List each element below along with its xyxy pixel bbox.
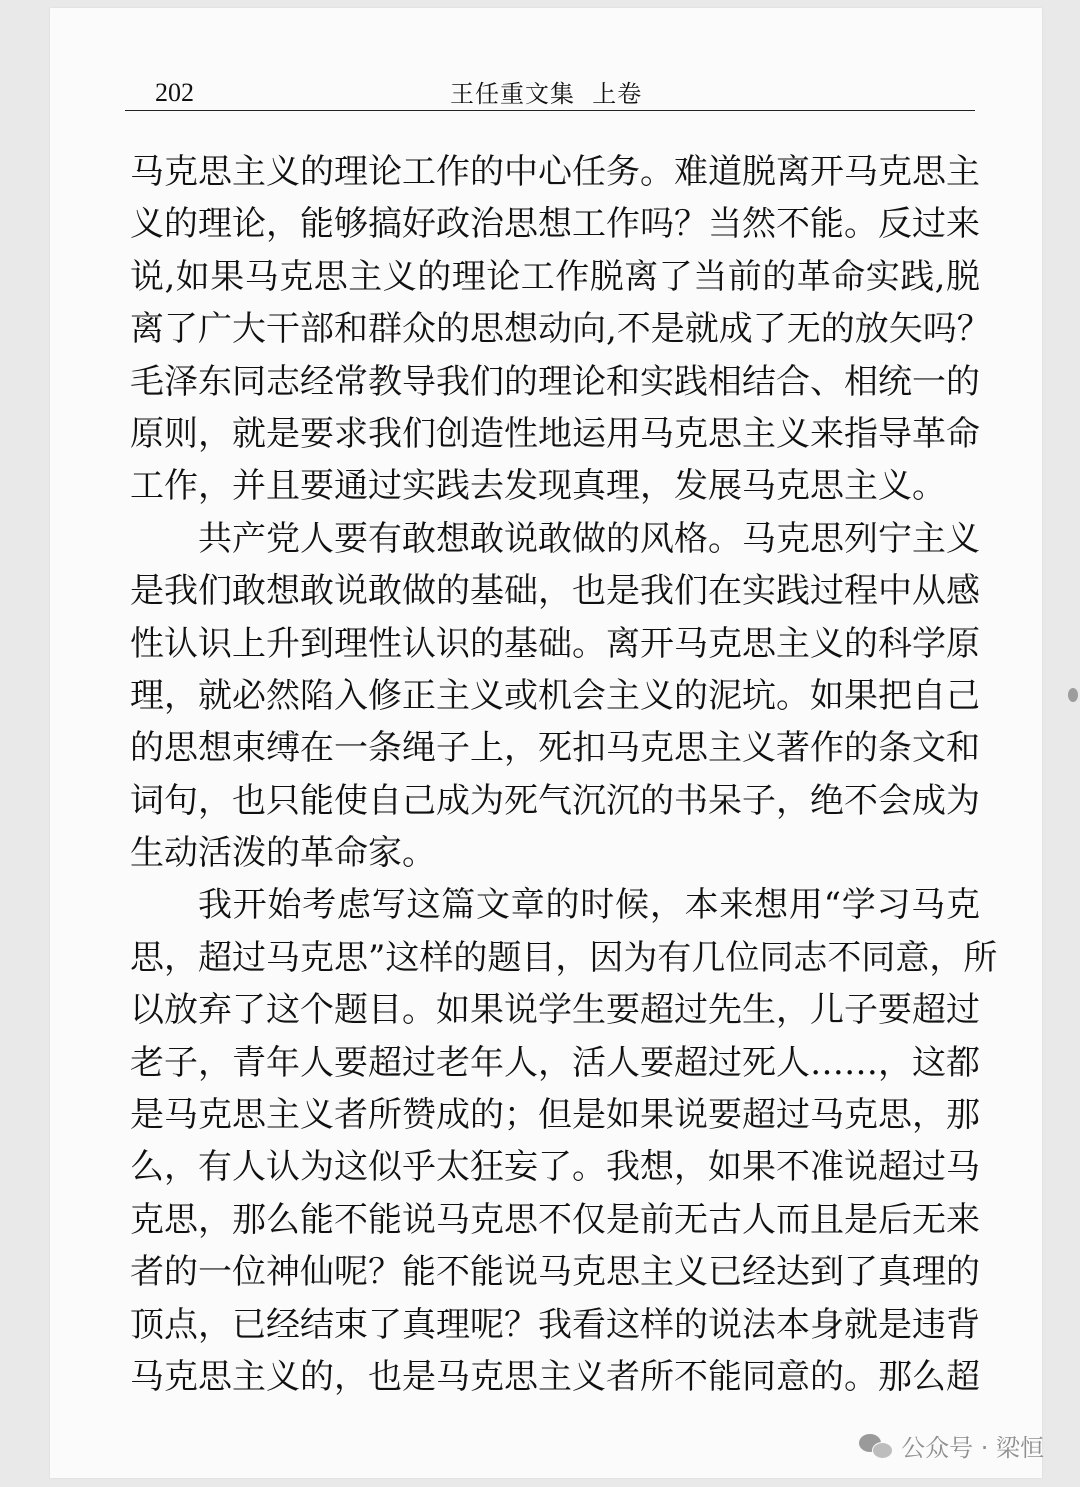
text-line: 以放弃了这个题目。如果说学生要超过先生，儿子要超过 bbox=[130, 990, 980, 1031]
wechat-icon bbox=[859, 1432, 893, 1460]
running-head: 王任重文集 上卷 bbox=[450, 80, 643, 108]
text-line: 的思想束缚在一条绳子上，死扣马克思主义著作的条文和 bbox=[130, 728, 980, 769]
text-line: 工作，并且要通过实践去发现真理，发展马克思主义。 bbox=[130, 466, 946, 507]
page-header bbox=[125, 70, 975, 111]
text-line: 义的理论，能够搞好政治思想工作吗？当然不能。反过来 bbox=[130, 204, 980, 245]
text-line: 性认识上升到理性认识的基础。离开马克思主义的科学原 bbox=[130, 623, 980, 664]
text-line: 词句，也只能使自己成为死气沉沉的书呆子，绝不会成为 bbox=[130, 780, 980, 821]
watermark bbox=[859, 1428, 1044, 1463]
text-line: 么，有人认为这似乎太狂妄了。我想，如果不准说超过马 bbox=[130, 1147, 980, 1188]
text-line: 说,如果马克思主义的理论工作脱离了当前的革命实践,脱 bbox=[130, 256, 980, 297]
body-text bbox=[130, 146, 998, 1403]
text-line: 共产党人要有敢想敢说敢做的风格。马克思列宁主义 bbox=[198, 518, 980, 559]
text-line: 原则，就是要求我们创造性地运用马克思主义来指导革命 bbox=[130, 413, 980, 454]
text-line: 老子，青年人要超过老年人，活人要超过死人……，这都 bbox=[130, 1042, 980, 1083]
text-line: 思，超过马克思”这样的题目，因为有几位同志不同意，所 bbox=[130, 937, 998, 978]
text-line: 是我们敢想敢说敢做的基础，也是我们在实践过程中从感 bbox=[130, 571, 980, 612]
watermark-text: 公众号 · 梁恒 bbox=[901, 1434, 1044, 1462]
page-number: 202 bbox=[155, 78, 194, 107]
text-line: 马克思主义的理论工作的中心任务。难道脱离开马克思主 bbox=[130, 152, 980, 192]
text-line: 理，就必然陷入修正主义或机会主义的泥坑。如果把自己 bbox=[130, 675, 980, 716]
text-line: 离了广大干部和群众的思想动向,不是就成了无的放矢吗？ bbox=[130, 309, 991, 350]
text-line: 我开始考虑写这篇文章的时候，本来想用“学习马克 bbox=[198, 885, 980, 926]
text-line: 顶点，已经结束了真理呢？我看这样的说法本身就是违背 bbox=[130, 1304, 980, 1345]
paragraph bbox=[130, 146, 991, 513]
paragraph bbox=[130, 513, 980, 880]
text-line: 者的一位神仙呢？能不能说马克思主义已经达到了真理的 bbox=[130, 1252, 980, 1293]
text-line: 克思，那么能不能说马克思不仅是前无古人而且是后无来 bbox=[130, 1199, 980, 1240]
text-line: 是马克思主义者所赞成的；但是如果说要超过马克思，那 bbox=[130, 1095, 980, 1136]
paragraph bbox=[130, 879, 998, 1403]
text-line: 马克思主义的，也是马克思主义者所不能同意的。那么超 bbox=[130, 1356, 980, 1397]
text-line: 生动活泼的革命家。 bbox=[130, 833, 436, 874]
edge-dot bbox=[1068, 688, 1078, 702]
text-line: 毛泽东同志经常教导我们的理论和实践相结合、相统一的 bbox=[130, 361, 980, 402]
